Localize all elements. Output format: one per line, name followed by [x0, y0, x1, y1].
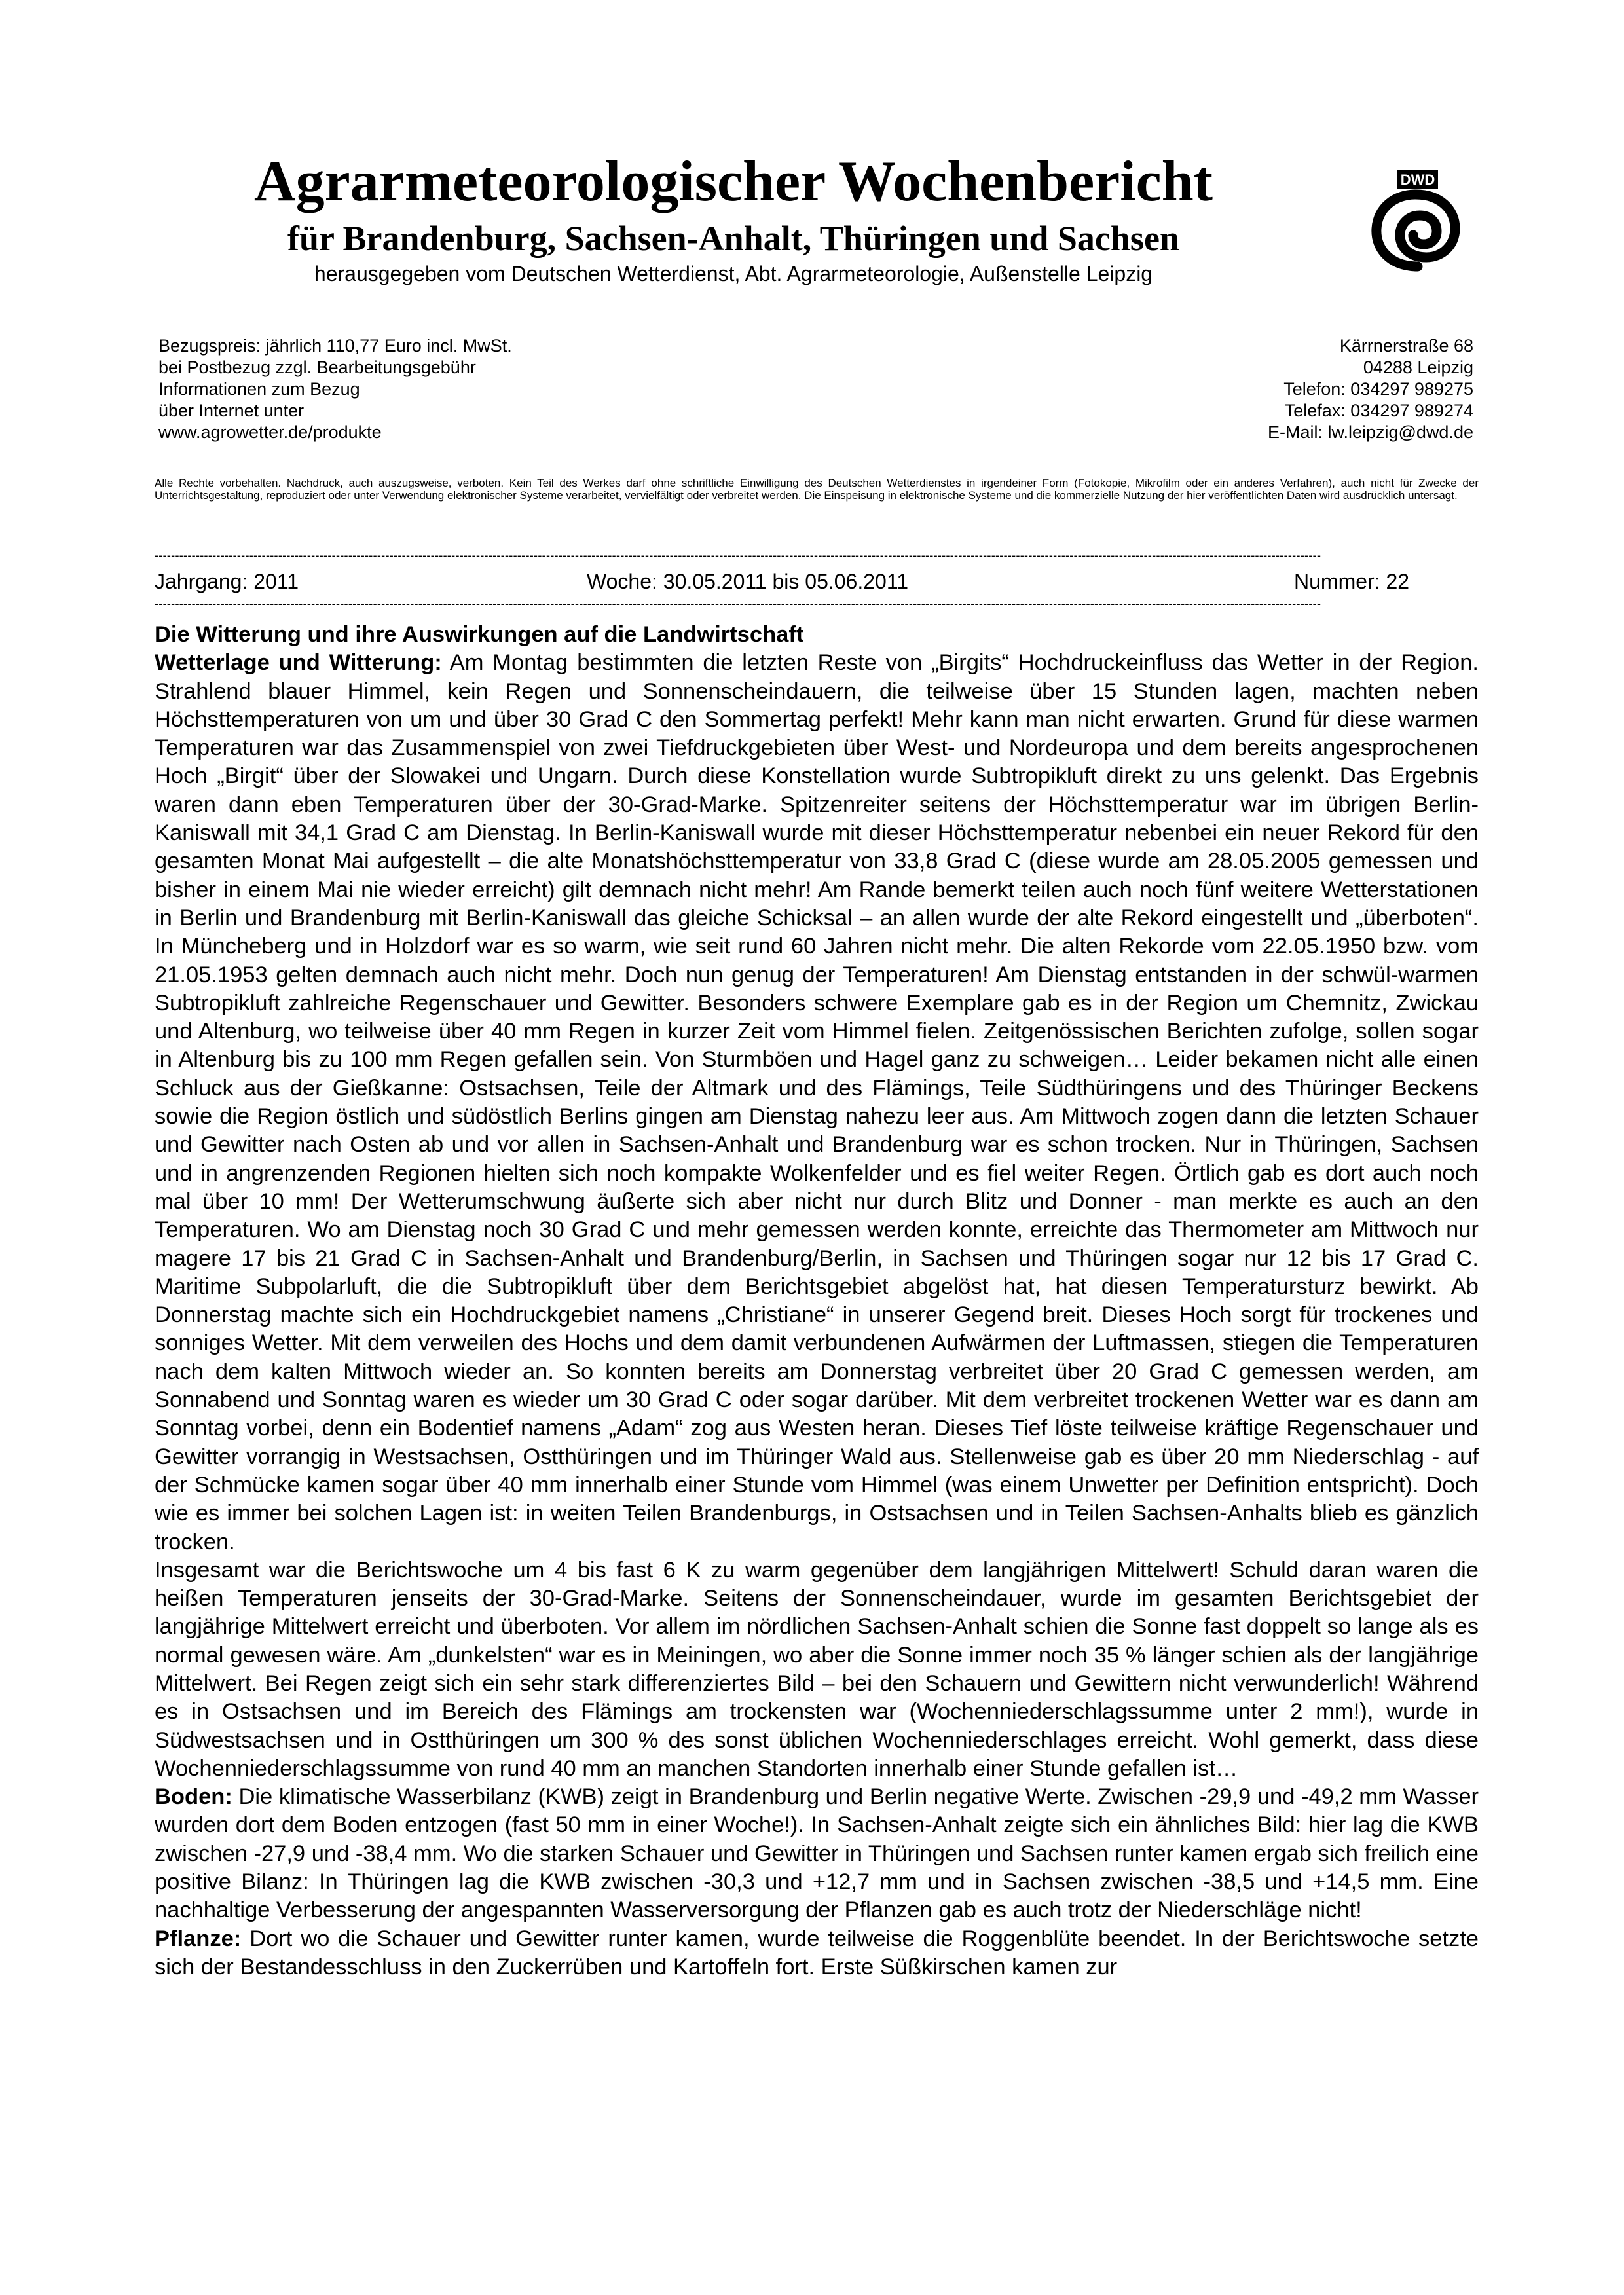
- separator-line-top: -------------------------------------------------------------------------------------------------------------------------------------------------------------------------------------------------------------------------------------------------------------------------------------------: [155, 549, 1321, 562]
- subscription-postage: bei Postbezug zzgl. Bearbeitungsgebühr: [158, 358, 476, 377]
- subscription-info: [158, 335, 748, 443]
- soil-lead: Boden:: [155, 1784, 232, 1810]
- plant-text: Dort wo die Schauer und Gewitter runter kamen, wurde teilweise die Roggenblüte beendet. In der Berichtswoche setzte sich der Bestandesschluss in den Zuckerrüben und Kartoffeln fort. Erste Süßkirschen kamen zur: [155, 1926, 1479, 1979]
- issue-number: Nummer: 22: [1294, 570, 1410, 593]
- plant-paragraph: [155, 1925, 1479, 1982]
- plant-lead: Pflanze:: [155, 1926, 242, 1951]
- contact-address: [1074, 335, 1473, 443]
- weather-lead: Wetterlage und Witterung:: [155, 650, 442, 676]
- weather-summary: Insgesamt war die Berichtswoche um 4 bis fast 6 K zu warm gegenüber dem langjährigen Mittelwert! Schuld daran waren die heißen Temperaturen jenseits der 30-Grad-Marke. Seitens der Sonnenscheindauer, wurde im gesamten Berichtsgebiet der langjährige Mittelwert erreicht und überboten. Vor allem im nördlichen Sachsen-Anhalt schien die Sonne fast doppelt so lange als es normal gewesen wäre. Am „dunkelsten“ war es in Meiningen, wo aber die Sonne immer noch 35 % länger schien als der langjährige Mittelwert. Bei Regen zeigt sich ein sehr stark differenziertes Bild – bei den Schauern und Gewittern nicht verwunderlich! Während es in Ostsachsen und im Bereich des Flämings am trockensten war (Wochenniederschlagssumme unter 2 mm!), wurde in Südwestsachsen und in Ostthüringen um 300 % des sonst üblichen Wochenniederschlages erreicht. Wohl gemerkt, dass diese Wochenniederschlagssumme von rund 40 mm an manchen Standorten innerhalb einer Stunde gefallen ist…: [155, 1557, 1479, 1781]
- address-fax: Telefax: 034297 989274: [1284, 401, 1473, 420]
- address-email: E-Mail: lw.leipzig@dwd.de: [1267, 422, 1473, 442]
- section-heading: Die Witterung und ihre Auswirkungen auf die Landwirtschaft: [155, 622, 804, 647]
- weather-text: Am Montag bestimmten die letzten Reste von „Birgits“ Hochdruckeinfluss das Wetter in der Region. Strahlend blauer Himmel, kein Regen und Sonnenscheindauern, die teilweise über 15 Stunden lagen, machten neben Höchsttemperaturen von um und über 30 Grad C den Sommertag perfekt! Mehr kann man nicht erwarten. Grund für diese warmen Temperaturen war das Zusammenspiel von zwei Tiefdruckgebieten über West- und Nordeuropa und dem bereits angesprochenen Hoch „Birgit“ über der Slowakei und Ungarn. Durch diese Konstellation wurde Subtropikluft direkt zu uns gelenkt. Das Ergebnis waren dann eben Temperaturen über der 30-Grad-Marke. Spitzenreiter seitens der Höchsttemperatur war im übrigen Berlin-Kaniswall mit 34,1 Grad C am Dienstag. In Berlin-Kaniswall wurde mit dieser Höchsttemperatur nebenbei ein neuer Rekord für den gesamten Monat Mai aufgestellt – die alte Monatshöchsttemperatur von 33,8 Grad C (diese wurde am 28.05.2005 gemessen und bisher in einem Mai nie wieder erreicht) gilt demnach nicht mehr! Am Rande bemerkt teilen auch noch fünf weitere Wetterstationen in Berlin und Brandenburg mit Berlin-Kaniswall das gleiche Schicksal – an allen wurde der alte Rekord eingestellt und „überboten“. In Müncheberg und in Holzdorf war es so warm, wie seit rund 60 Jahren nicht mehr. Die alten Rekorde vom 22.05.1950 bzw. vom 21.05.1953 gelten demnach auch nicht mehr. Doch nun genug der Temperaturen! Am Dienstag entstanden in der schwül-warmen Subtropikluft zahlreiche Regenschauer und Gewitter. Besonders schwere Exemplare gab es in der Region um Chemnitz, Zwickau und Altenburg, wo teilweise über 40 mm Regen in kurzer Zeit vom Himmel fielen. Zeitgenössischen Berichten zufolge, sollen sogar in Altenburg bis zu 100 mm Regen gefallen sein. Von Sturmböen und Hagel ganz zu schweigen… Leider bekamen nicht alle einen Schluck aus der Gießkanne: Ostsachsen, Teile der Altmark und des Flämings, Teile Südthüringens und des Thüringer Beckens sowie die Region östlich und südöstlich Berlins gingen am Dienstag nahezu leer aus. Am Mittwoch zogen dann die letzten Schauer und Gewitter nach Osten ab und vor allen in Sachsen-Anhalt und Brandenburg war es schon trocken. Nur in Thüringen, Sachsen und in angrenzenden Regionen hielten sich noch kompakte Wolkenfelder und es fiel weiter Regen. Örtlich gab es dort auch noch mal über 10 mm! Der Wetterumschwung äußerte sich aber nicht nur durch Blitz und Donner - man merkte es auch an den Temperaturen. Wo am Dienstag noch 30 Grad C und mehr gemessen werden konnte, erreichte das Thermometer am Mittwoch nur magere 17 bis 21 Grad C in Sachsen-Anhalt und Brandenburg/Berlin, in Sachsen und Thüringen sogar nur 12 bis 17 Grad C. Maritime Subpolarluft, die die Subtropikluft über dem Berichtsgebiet abgelöst hat, hat diesen Temperatursturz bewirkt. Ab Donnerstag machte sich ein Hochdruckgebiet namens „Christiane“ in unserer Gegend breit. Dieses Hoch sorgt für trockenes und sonniges Wetter. Mit dem verweilen des Hochs und dem damit verbundenen Aufwärmen der Luftmassen, stiegen die Temperaturen nach dem kalten Mittwoch wieder an. So konnten bereits am Donnerstag verbreitet über 20 Grad C gemessen werden, am Sonnabend und Sonntag waren es wieder um 30 Grad C oder sogar darüber. Mit dem verbreitet trockenen Wetter war es dann am Sonntag vorbei, denn ein Bodentief namens „Adam“ zog aus Westen heran. Dieses Tief löste teilweise kräftige Regenschauer und Gewitter vorrangig in Westsachsen, Ostthüringen und im Thüringer Wald aus. Stellenweise gab es über 20 mm Niederschlag - auf der Schmücke kamen sogar über 40 mm innerhalb einer Stunde vom Himmel (was einem Unwetter per Definition entspricht). Doch wie es immer bei solchen Lagen ist: in weiten Teilen Brandenburgs, in Ostsachsen und in Teilen Sachsen-Anhalts blieb es gänzlich trocken.: [155, 650, 1479, 1554]
- subscription-price: Bezugspreis: jährlich 110,77 Euro incl. MwSt.: [158, 336, 512, 356]
- svg-text:DWD: DWD: [1400, 172, 1435, 188]
- dwd-logo: [1369, 167, 1467, 272]
- publisher-line: herausgegeben vom Deutschen Wetterdienst, Abt. Agrarmeteorologie, Außenstelle Leipzig: [314, 262, 1153, 285]
- rights-notice: Alle Rechte vorbehalten. Nachdruck, auch auszugsweise, verboten. Kein Teil des Werkes darf ohne schriftliche Einwilligung des Deutschen Wetterdienstes in irgendeiner Form (Fotokopie, Mikrofilm oder ein anderes Verfahren), auch nicht für Zwecke der Unterrichtsgestaltung, reproduziert oder unter Verwendung elektronischer Systeme verarbeitet, vervielfältigt oder verbreitet werden. Die Einspeisung in elektronische Systeme und die kommerzielle Nutzung der hier veröffentlichten Daten wird ausdrücklich untersagt.: [155, 477, 1479, 502]
- address-phone: Telefon: 034297 989275: [1283, 379, 1473, 399]
- soil-text: Die klimatische Wasserbilanz (KWB) zeigt in Brandenburg und Berlin negative Werte. Zwischen -29,9 und -49,2 mm Wasser wurden dort dem Boden entzogen (fast 50 mm in einer Woche!). In Sachsen-Anhalt zeigte sich ein ähnliches Bild: hier lag die KWB zwischen -27,9 und -38,4 mm. Wo die starken Schauer und Gewitter in Thüringen und Sachsen runter kamen ergab sich freilich eine positive Bilanz: In Thüringen lag die KWB zwischen -30,3 und +12,7 mm und in Sachsen zwischen -38,5 und +14,5 mm. Eine nachhaltige Verbesserung der angespannten Wasserversorgung der Pflanzen gab es auch trotz der Niederschläge nicht!: [155, 1784, 1479, 1923]
- address-street: Kärrnerstraße 68: [1339, 336, 1473, 356]
- issue-week: Woche: 30.05.2011 bis 05.06.2011: [587, 570, 909, 593]
- report-title: Agrarmeteorologischer Wochenbericht: [254, 150, 1213, 213]
- subscription-info-label: Informationen zum Bezug: [158, 379, 360, 399]
- report-subtitle: für Brandenburg, Sachsen-Anhalt, Thüringen und Sachsen: [287, 219, 1179, 258]
- weather-paragraph: [155, 649, 1479, 1556]
- address-city: 04288 Leipzig: [1363, 358, 1473, 377]
- soil-paragraph: [155, 1783, 1479, 1924]
- report-body: [155, 621, 1479, 1981]
- issue-year: Jahrgang: 2011: [155, 570, 299, 593]
- subscription-url: www.agrowetter.de/produkte: [158, 422, 382, 442]
- separator-line-bottom: -------------------------------------------------------------------------------------------------------------------------------------------------------------------------------------------------------------------------------------------------------------------------------------------: [155, 597, 1321, 610]
- subscription-internet: über Internet unter: [158, 401, 304, 420]
